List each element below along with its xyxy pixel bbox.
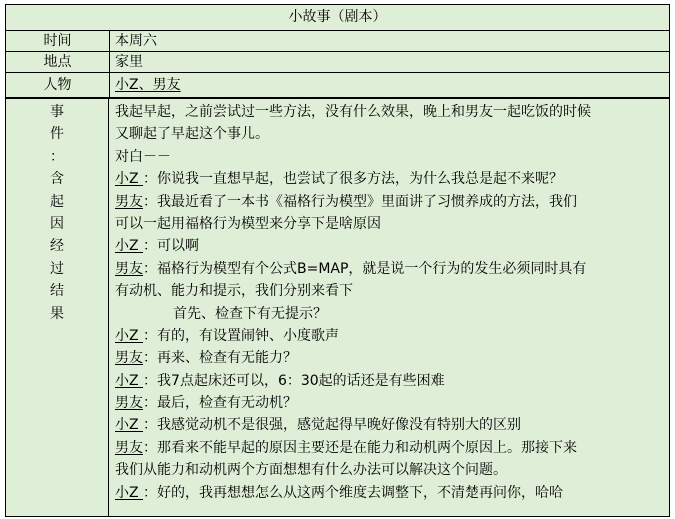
event-label-char: 因 <box>50 215 64 232</box>
event-line <box>115 101 669 123</box>
place-row <box>6 52 669 73</box>
speaker-name: 小Z <box>115 484 144 501</box>
time-label: 时间 <box>6 31 110 51</box>
line-text: ：可以啊 <box>143 238 200 255</box>
speaker-name: 男友 <box>115 350 143 367</box>
line-text: ：福格行为模型有个公式B=MAP，就是说一个行为的发生必须同时具有 <box>143 260 587 277</box>
people-value-cell <box>110 73 669 97</box>
line-text: ：那看来不能早起的原因主要还是在能力和动机两个原因上。那接下来 <box>143 439 577 456</box>
people-row <box>6 73 669 99</box>
line-text: 我们从能力和动机两个方面想想有什么办法可以解决这个问题。 <box>115 462 507 479</box>
event-line <box>115 347 669 369</box>
line-text: ：好的，我再想想怎么从这两个维度去调整下，不清楚再问你，哈哈 <box>143 484 564 501</box>
event-label-char: 起 <box>50 193 64 210</box>
event-label-char: 事 <box>50 104 64 120</box>
event-line <box>115 437 669 459</box>
event-label-char: 果 <box>50 305 64 322</box>
line-text: ：我感觉动机不是很强，感觉起得早晚好像没有特别大的区别 <box>143 417 522 434</box>
table-title: 小故事（剧本） <box>6 5 669 31</box>
event-label-char: 含 <box>50 171 64 188</box>
speaker-name: 男友 <box>115 395 143 412</box>
line-text: 首先、检查下有无提示？ <box>173 305 327 322</box>
place-label: 地点 <box>6 52 110 72</box>
event-line <box>115 370 669 392</box>
speaker-name: 男友 <box>115 260 143 277</box>
event-label-char: ： <box>50 148 64 165</box>
time-value: 本周六 <box>115 33 157 49</box>
event-line <box>115 123 669 145</box>
speaker-name: 小Z <box>115 327 144 344</box>
event-line <box>115 146 669 168</box>
place-value: 家里 <box>115 54 143 70</box>
event-label-char: 结 <box>50 283 64 300</box>
line-text: ：我最近看了一本书《福格行为模型》里面讲了习惯养成的方法，我们 <box>143 193 577 210</box>
line-text: 有动机、能力和提示，我们分别来看下 <box>115 283 353 300</box>
event-line <box>115 258 669 280</box>
event-line <box>115 325 669 347</box>
line-text: 又聊起了早起这个事儿。 <box>115 126 269 143</box>
event-content <box>110 99 669 516</box>
event-label-char: 件 <box>50 126 64 143</box>
event-line <box>115 235 669 257</box>
speaker-name: 小Z <box>115 238 144 255</box>
line-text: ：我7点起床还可以，6：30起的话还是有些困难 <box>143 372 445 389</box>
event-line <box>115 213 669 235</box>
event-line <box>115 168 669 190</box>
event-line <box>115 303 669 325</box>
line-text: 对白－－ <box>115 148 171 165</box>
script-table <box>5 4 670 517</box>
event-label <box>6 99 109 516</box>
event-label-char: 过 <box>50 260 64 277</box>
event-label-char: 经 <box>50 238 64 255</box>
event-line <box>115 459 669 481</box>
event-line <box>115 392 669 414</box>
line-text: 我起早起，之前尝试过一些方法，没有什么效果，晚上和男友一起吃饭的时候 <box>115 104 591 120</box>
event-line <box>115 191 669 213</box>
line-text: ：有的，有设置闹钟、小度歌声 <box>143 327 340 344</box>
event-row <box>6 99 669 516</box>
event-line <box>115 280 669 302</box>
event-line <box>115 482 669 504</box>
line-text: ：再来、检查有无能力？ <box>143 350 297 367</box>
event-line <box>115 414 669 436</box>
speaker-name: 小Z <box>115 372 144 389</box>
time-row <box>6 31 669 52</box>
speaker-name: 男友 <box>115 439 143 456</box>
line-text: ：最后，检查有无动机？ <box>143 395 297 412</box>
speaker-name: 男友 <box>115 193 143 210</box>
speaker-name: 小Z <box>115 171 144 188</box>
line-text: ：你说我一直想早起，也尝试了很多方法，为什么我总是起不来呢？ <box>143 171 564 188</box>
people-label: 人物 <box>6 73 110 97</box>
speaker-name: 小Z <box>115 417 144 434</box>
people-value: 小Z、男友 <box>115 77 181 93</box>
line-text: 可以一起用福格行为模型来分享下是啥原因 <box>115 215 381 232</box>
